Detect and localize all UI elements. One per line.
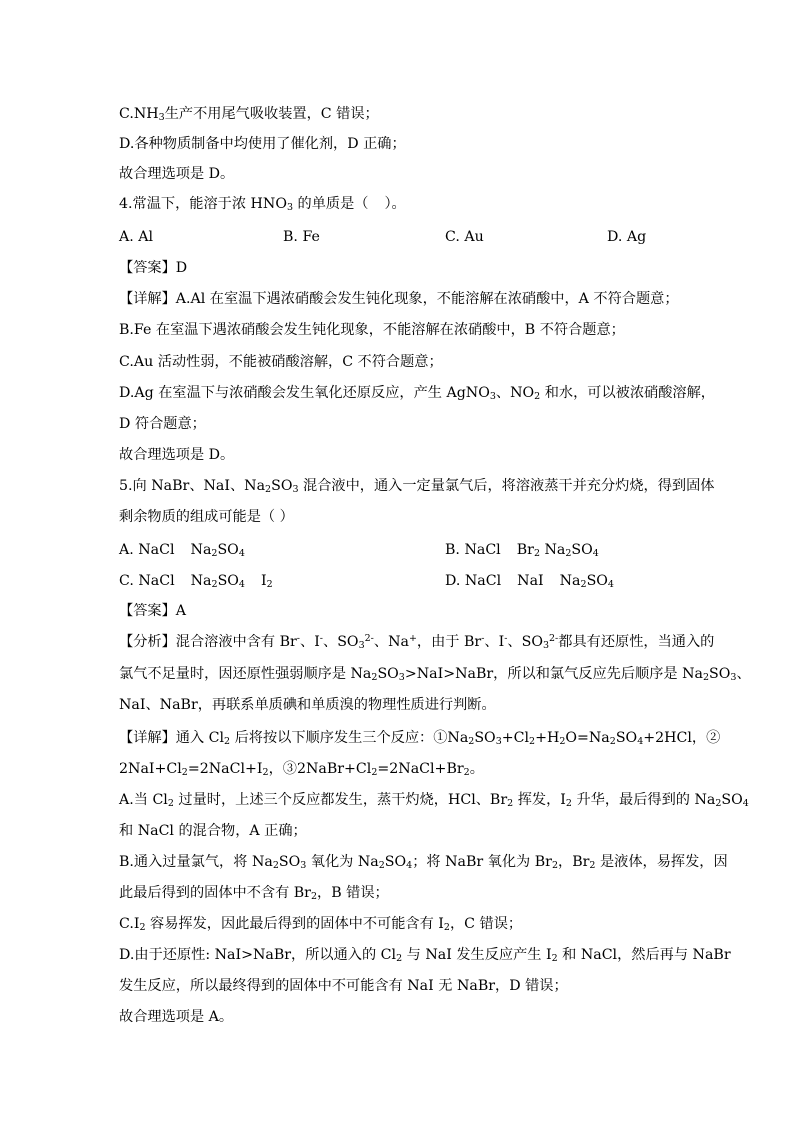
q4-option-a: A. Al <box>119 229 154 245</box>
q5-option-b: B. NaCl $Br_2$ $Na_2SO_4$ <box>445 542 599 559</box>
q5-stem-line-2: 剩余物质的组成可能是（ ） <box>119 509 294 525</box>
q5-explain-5: B.通入过量氯气，将 $Na_2SO_3$ 氧化为 $Na_2SO_4$；将 NaBr 氧化为 $Br_2$，$Br_2$ 是液体，易挥发，因 <box>119 854 728 871</box>
q5-explain-line <box>119 945 731 965</box>
q4-explain-line <box>119 289 684 309</box>
q5-conclusion-text: 故合理选项是 A。 <box>119 1009 234 1025</box>
q5-conclusion <box>119 1007 684 1027</box>
q5-explain-line <box>119 790 749 810</box>
q5-explain-6: 此最后得到的固体中不含有 $Br_2$，B 错误； <box>119 885 389 902</box>
q3-option-d-explanation <box>119 134 684 154</box>
q5-explain-8: D.由于还原性: NaI>NaBr，所以通入的 $Cl_2$ 与 NaI 发生反应产生 $I_2$ 和 NaCl，然后再与 NaBr <box>119 947 731 964</box>
q5-answer <box>119 601 684 621</box>
q5-analysis-line <box>119 632 715 652</box>
q3-conclusion <box>119 164 684 184</box>
q4-explain-c: C.Au 活动性弱，不能被硝酸溶解，C 不符合题意； <box>119 354 443 370</box>
q5-stem <box>119 476 715 496</box>
q4-explain-d: D.Ag 在室温下与浓硝酸会发生氧化还原反应，产生 AgNO$_3$、$NO_2$ 和水，可以被浓硝酸溶解， <box>119 385 715 402</box>
q4-explain-d-cont: D 符合题意； <box>119 416 206 432</box>
q3-conclusion-text: 故合理选项是 D。 <box>119 166 235 182</box>
q4-explain-b: B.Fe 在室温下遇浓硝酸会发生钝化现象，不能溶解在浓硝酸中，B 不符合题意； <box>119 322 625 338</box>
q5-option-d: D. NaCl NaI $Na_2SO_4$ <box>445 573 614 590</box>
q4-explain-line <box>119 414 684 434</box>
q5-explain-line <box>119 728 721 748</box>
q5-explain-line <box>119 821 684 841</box>
q5-explain-line <box>119 883 684 903</box>
q5-explain-line <box>119 759 684 779</box>
q4-explain-line <box>119 320 684 340</box>
q4-explain-line <box>119 383 715 403</box>
q5-explain-4: 和 NaCl 的混合物，A 正确； <box>119 823 307 839</box>
q4-conclusion <box>119 445 684 465</box>
q5-analysis-3: NaI、NaBr，再联系单质碘和单质溴的物理性质进行判断。 <box>119 697 496 713</box>
q5-explain-9: 发生反应，所以最终得到的固体中不可能含有 NaI 无 NaBr，D 错误； <box>119 978 568 994</box>
q4-stem-text: 4.常温下，能溶于浓 $HNO_3$ 的单质是（ ）。 <box>119 196 406 213</box>
q4-option-d: D. Ag <box>607 229 647 245</box>
q4-option-b: B. Fe <box>283 229 320 245</box>
q4-explain-a: 【详解】A.Al 在室温下遇浓硝酸会发生钝化现象，不能溶解在浓硝酸中，A 不符合题意； <box>119 291 679 307</box>
q5-option-a: A. NaCl $Na_2SO_4$ <box>119 542 245 559</box>
q5-stem-line-1: 5.向 NaBr、NaI、$Na_2SO_3$ 混合液中，通入一定量氯气后，将溶液蒸干并充分灼烧，得到固体 <box>119 478 715 495</box>
q5-stem <box>119 507 684 527</box>
q5-explain-line <box>119 852 728 872</box>
q4-option-c: C. Au <box>445 229 484 245</box>
q5-explain-2: $2NaI+Cl_2=2NaCl+I_2$，$③2NaBr+Cl_2=2NaCl+Br_2$。 <box>119 761 484 778</box>
q3-c-text: $C.NH_3$生产不用尾气吸收装置，C 错误； <box>119 106 379 123</box>
q5-option-c: C. NaCl $Na_2SO_4$ $I_2$ <box>119 573 273 590</box>
q3-d-text: D.各种物质制备中均使用了催化剂，D 正确； <box>119 136 406 152</box>
q5-explain-line <box>119 914 684 934</box>
q5-analysis-line <box>119 664 751 684</box>
q5-analysis-line <box>119 695 684 715</box>
q5-analysis-1: 【分析】混合溶液中含有 Br-、I-、$SO_3^{2-}$、Na+，由于 Br-、I-、$SO_3^{2-}$都具有还原性，当通入的 <box>119 633 715 651</box>
q4-stem <box>119 194 684 214</box>
q5-analysis-2: 氯气不足量时，因还原性强弱顺序是 $Na_2SO_3>NaI>NaBr$，所以和氯气反应先后顺序是 $Na_2SO_3$、 <box>119 666 751 683</box>
q5-explain-1: 【详解】通入 $Cl_2$ 后将按以下顺序发生三个反应：$①Na_2SO_3+Cl_2+H_2O=Na_2SO_4+2HCl$，② <box>119 730 721 747</box>
q5-answer-text: 【答案】A <box>119 603 186 619</box>
q4-conclusion-text: 故合理选项是 D。 <box>119 447 235 463</box>
q4-answer <box>119 258 684 278</box>
q4-explain-line <box>119 352 684 372</box>
q3-option-c-explanation <box>119 104 684 124</box>
q5-explain-7: $C.I_2$ 容易挥发，因此最后得到的固体中不可能含有 $I_2$，C 错误； <box>119 916 523 933</box>
q4-answer-text: 【答案】D <box>119 260 188 276</box>
q5-explain-3: A.当 $Cl_2$ 过量时，上述三个反应都发生，蒸干灼烧，HCl、$Br_2$ 挥发，$I_2$ 升华，最后得到的 $Na_2SO_4$ <box>119 792 749 809</box>
q5-explain-line <box>119 976 684 996</box>
